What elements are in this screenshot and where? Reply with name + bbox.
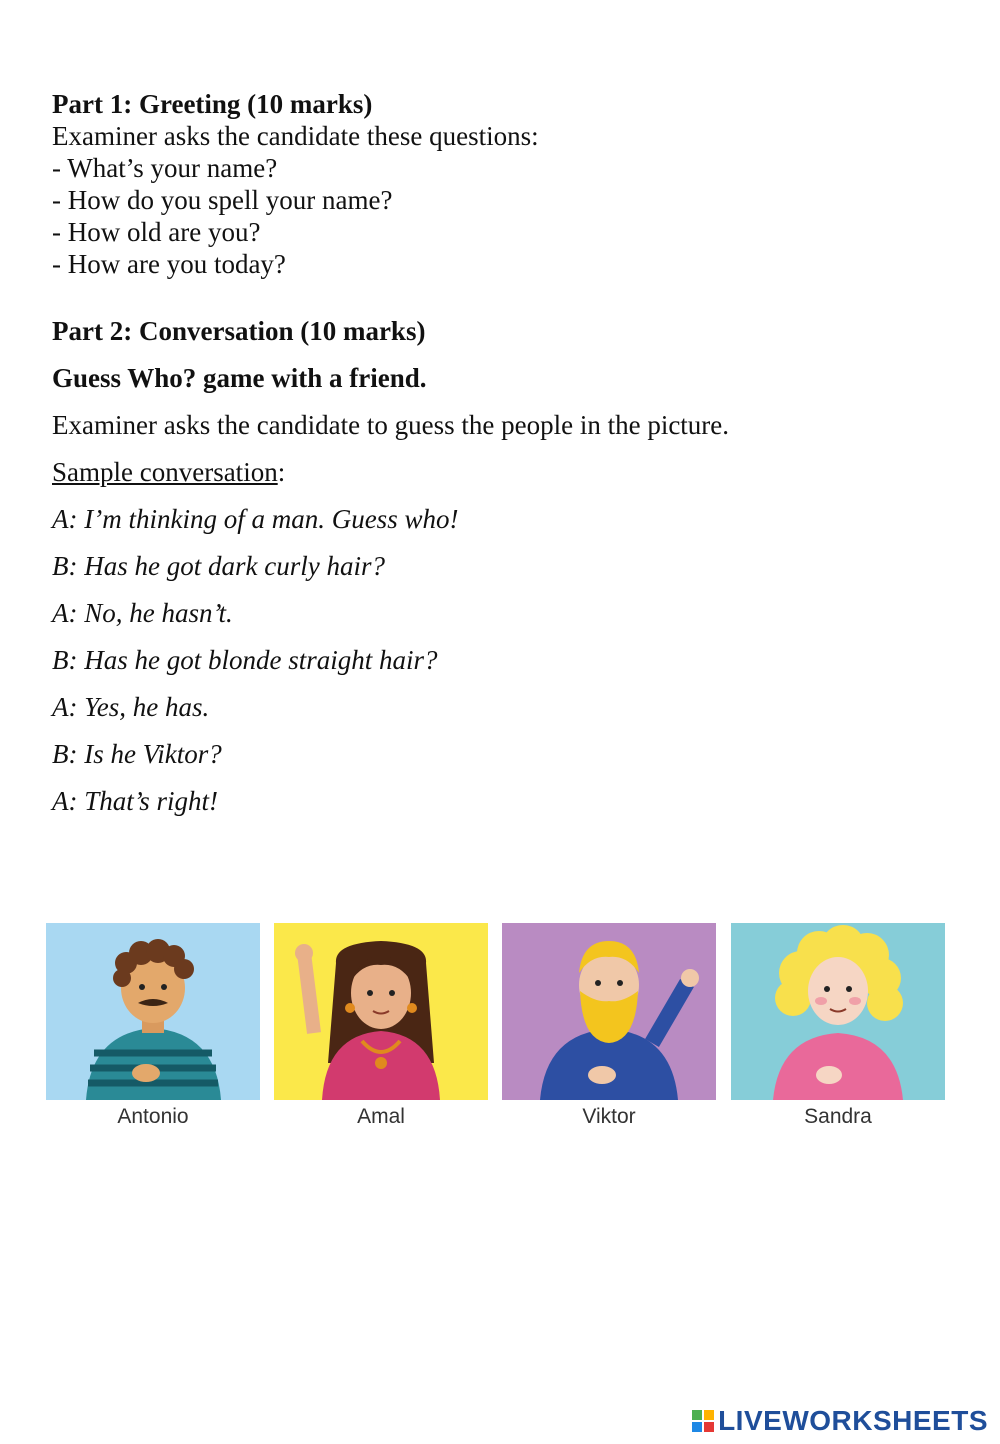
person-name: Antonio bbox=[117, 1105, 189, 1128]
person-name: Viktor bbox=[582, 1105, 636, 1128]
brand-text: LIVEWORKSHEETS bbox=[718, 1405, 988, 1436]
person-name: Amal bbox=[357, 1105, 405, 1128]
part-1-section bbox=[52, 88, 952, 280]
conversation-line: B: Has he got dark curly hair? bbox=[52, 551, 385, 581]
part-1-heading: Part 1: Greeting (10 marks) bbox=[52, 89, 373, 119]
viktor-illustration bbox=[502, 923, 716, 1100]
part-1-intro: Examiner asks the candidate these questions: bbox=[52, 121, 539, 151]
conversation-line: B: Has he got blonde straight hair? bbox=[52, 645, 438, 675]
conversation-line: A: No, he hasn’t. bbox=[52, 598, 233, 628]
sample-label-colon: : bbox=[277, 457, 286, 487]
conversation-line: B: Is he Viktor? bbox=[52, 739, 222, 769]
conversation-line: A: Yes, he has. bbox=[52, 692, 210, 722]
liveworksheets-logo-icon bbox=[692, 1410, 714, 1432]
part-2-section bbox=[52, 315, 952, 817]
question-item: - How old are you? bbox=[52, 217, 261, 247]
person-card-sandra bbox=[731, 923, 945, 1129]
conversation-line: A: I’m thinking of a man. Guess who! bbox=[52, 504, 459, 534]
sample-conversation-label bbox=[52, 456, 952, 488]
part-2-subheading: Guess Who? game with a friend. bbox=[52, 363, 427, 393]
liveworksheets-logo bbox=[692, 1406, 988, 1436]
antonio-illustration bbox=[46, 923, 260, 1100]
amal-illustration bbox=[274, 923, 488, 1100]
question-item: - How do you spell your name? bbox=[52, 185, 393, 215]
person-card-antonio bbox=[46, 923, 260, 1129]
question-item: - What’s your name? bbox=[52, 153, 278, 183]
part-2-heading: Part 2: Conversation (10 marks) bbox=[52, 316, 426, 346]
person-card-viktor bbox=[502, 923, 716, 1129]
sandra-illustration bbox=[731, 923, 945, 1100]
part-2-intro: Examiner asks the candidate to guess the people in the picture. bbox=[52, 410, 730, 440]
person-card-amal bbox=[274, 923, 488, 1129]
sample-label-text: Sample conversation bbox=[52, 457, 278, 487]
worksheet-page bbox=[52, 88, 952, 832]
people-gallery bbox=[46, 923, 946, 1138]
conversation-line: A: That’s right! bbox=[52, 786, 219, 816]
person-name: Sandra bbox=[804, 1105, 872, 1128]
question-item: - How are you today? bbox=[52, 249, 286, 279]
